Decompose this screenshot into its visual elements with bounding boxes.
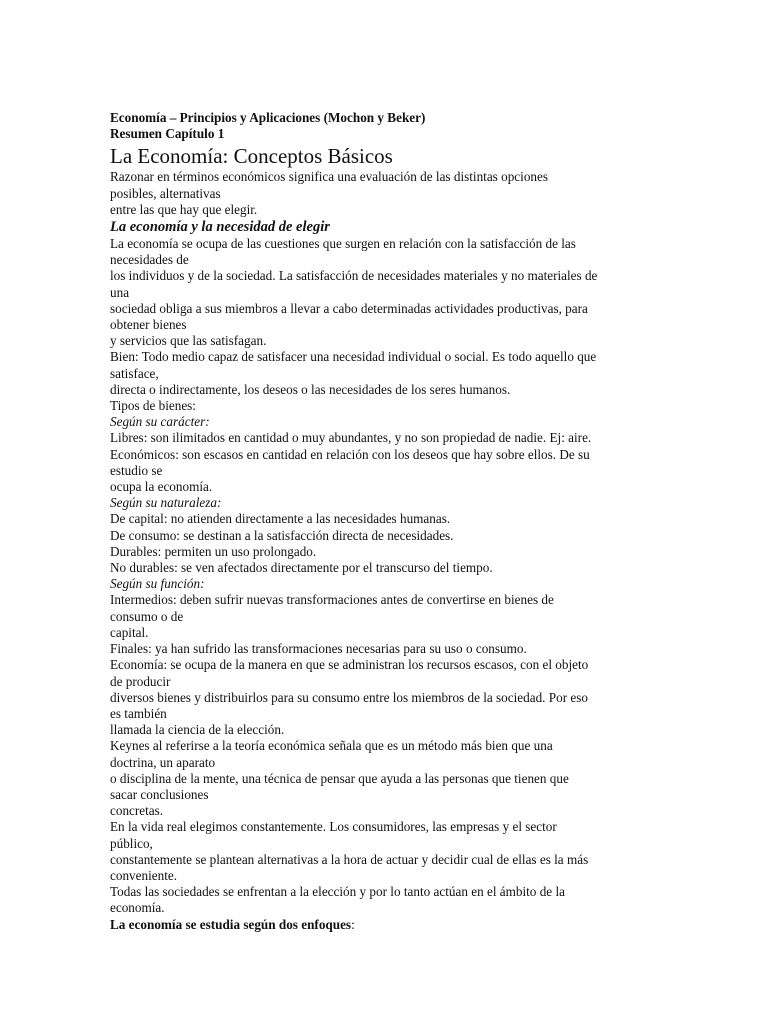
- naturaleza-paragraph: [110, 511, 660, 576]
- intro-paragraph: [110, 169, 660, 218]
- text-line: entre las que hay que elegir.: [110, 201, 258, 217]
- enfoques-heading-text: La economía se estudia según dos enfoques: [110, 916, 352, 932]
- text-line: De capital: no atienden directamente a las necesidades humanas.: [110, 511, 451, 527]
- text-line: obtener bienes: [110, 317, 187, 333]
- text-line: doctrina, un aparato: [110, 754, 216, 770]
- enfoques-heading-colon: :: [351, 916, 355, 932]
- text-line: directa o indirectamente, los deseos o las necesidades de los seres humanos.: [110, 381, 511, 397]
- text-line: Durables: permiten un uso prolongado.: [110, 543, 317, 559]
- section-heading: La economía y la necesidad de elegir: [110, 219, 330, 236]
- text-line: conveniente.: [110, 867, 178, 883]
- text-line: es también: [110, 705, 167, 721]
- text-line: Economía: se ocupa de la manera en que se administran los recursos escasos, con el objeto: [110, 657, 589, 673]
- text-line: Finales: ya han sufrido las transformaciones necesarias para su uso o consumo.: [110, 641, 527, 657]
- text-line: los individuos y de la sociedad. La satisfacción de necesidades materiales y no materiales de: [110, 268, 598, 284]
- text-line: Intermedios: deben sufrir nuevas transformaciones antes de convertirse en bienes de: [110, 592, 554, 608]
- text-line: y servicios que las satisfagan.: [110, 333, 267, 349]
- text-line: constantemente se plantean alternativas a la hora de actuar y decidir cual de ellas es la más: [110, 851, 589, 867]
- text-line: De consumo: se destinan a la satisfacción directa de necesidades.: [110, 527, 454, 543]
- text-line: Económicos: son escasos en cantidad en relación con los deseos que hay sobre ellos. De su: [110, 446, 590, 462]
- page-title: La Economía: Conceptos Básicos: [110, 144, 393, 169]
- text-line: En la vida real elegimos constantemente. Los consumidores, las empresas y el sector: [110, 819, 557, 835]
- text-line: estudio se: [110, 462, 163, 478]
- subsection-heading-caracter: Según su carácter:: [110, 414, 210, 430]
- text-line: de producir: [110, 673, 171, 689]
- text-line: posibles, alternativas: [110, 185, 221, 201]
- text-line: Tipos de bienes:: [110, 398, 196, 414]
- text-line: necesidades de: [110, 252, 189, 268]
- text-line: concretas.: [110, 803, 164, 819]
- text-line: consumo o de: [110, 608, 184, 624]
- text-line: Bien: Todo medio capaz de satisfacer una necesidad individual o social. Es todo aquello que: [110, 349, 597, 365]
- text-line: sacar conclusiones: [110, 786, 209, 802]
- document-page: [110, 110, 660, 933]
- text-line: La economía se ocupa de las cuestiones que surgen en relación con la satisfacción de las: [110, 236, 576, 252]
- text-line: Libres: son ilimitados en cantidad o muy abundantes, y no son propiedad de nadie. Ej: aire.: [110, 430, 592, 446]
- text-line: sociedad obliga a sus miembros a llevar a cabo determinadas actividades productivas, para: [110, 300, 588, 316]
- text-line: capital.: [110, 624, 149, 640]
- enfoques-heading: [110, 917, 660, 933]
- text-line: una: [110, 284, 130, 300]
- text-line: Keynes al referirse a la teoría económica señala que es un método más bien que una: [110, 738, 553, 754]
- text-line: ocupa la economía.: [110, 479, 213, 495]
- caracter-paragraph: [110, 430, 660, 495]
- text-line: Todas las sociedades se enfrentan a la elección y por lo tanto actúan en el ámbito de la: [110, 884, 565, 900]
- text-line: llamada la ciencia de la elección.: [110, 722, 285, 738]
- body-paragraph: [110, 236, 660, 414]
- book-title: Economía – Principios y Aplicaciones (Mochon y Beker): [110, 110, 426, 125]
- text-line: No durables: se ven afectados directamente por el transcurso del tiempo.: [110, 560, 493, 576]
- text-line: economía.: [110, 900, 165, 916]
- text-line: diversos bienes y distribuirlos para su consumo entre los miembros de la sociedad. Por eso: [110, 689, 588, 705]
- text-line: Razonar en términos económicos significa una evaluación de las distintas opciones: [110, 169, 548, 185]
- subsection-heading-funcion: Según su función:: [110, 576, 205, 592]
- text-line: o disciplina de la mente, una técnica de pensar que ayuda a las personas que tienen que: [110, 770, 569, 786]
- text-line: satisface,: [110, 365, 159, 381]
- chapter-label: Resumen Capítulo 1: [110, 126, 225, 142]
- subsection-heading-naturaleza: Según su naturaleza:: [110, 495, 222, 511]
- funcion-paragraph: [110, 592, 660, 916]
- text-line: público,: [110, 835, 153, 851]
